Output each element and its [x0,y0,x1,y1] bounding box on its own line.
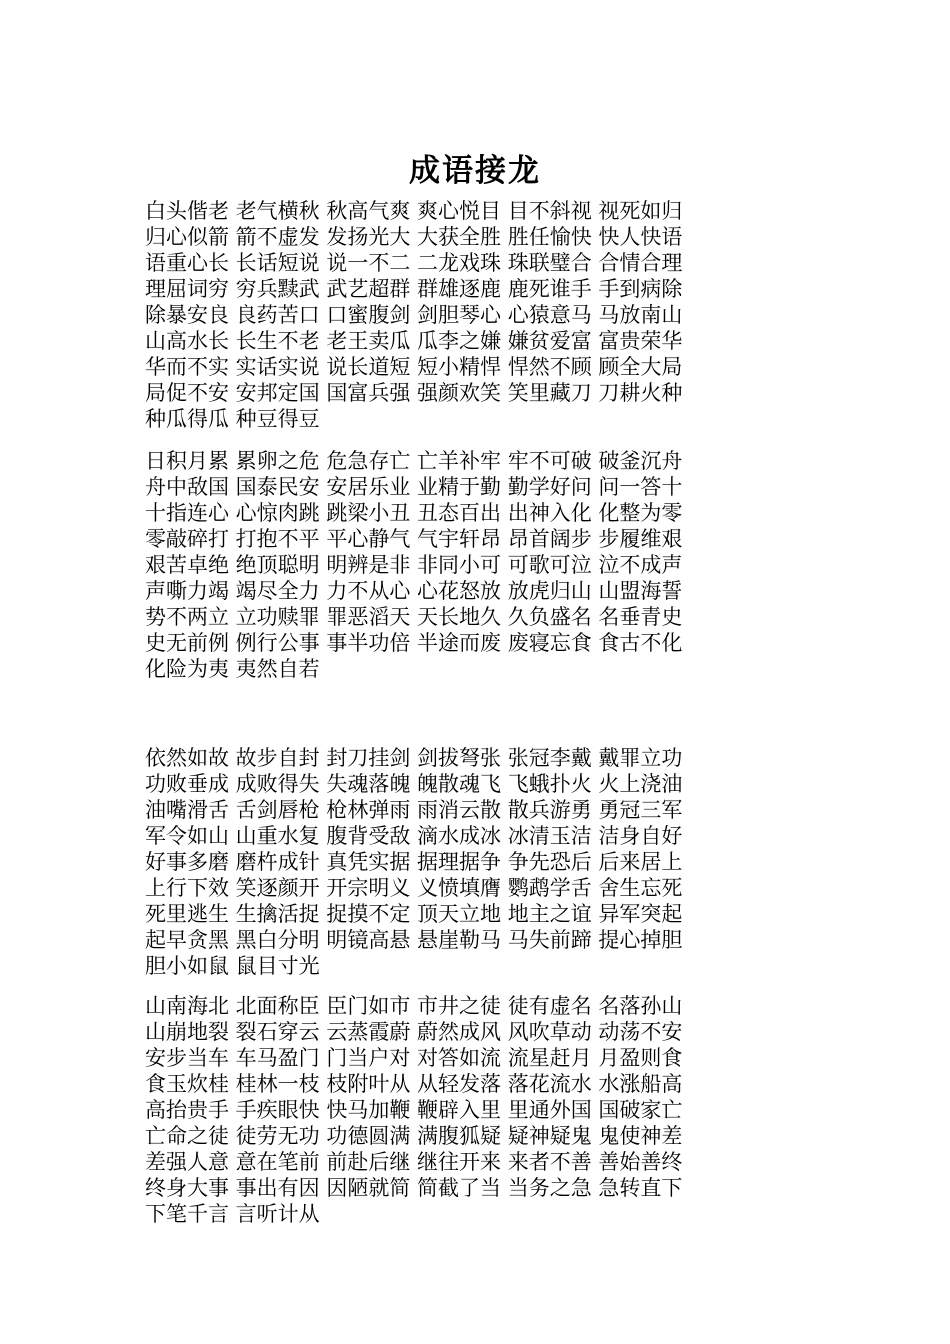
idiom-line: 依然如故 故步自封 封刀挂剑 剑拔弩张 张冠李戴 戴罪立功 [145,746,683,770]
idiom-line: 死里逃生 生擒活捉 捉摸不定 顶天立地 地主之谊 异军突起 [145,902,683,926]
idiom-line: 高抬贵手 手疾眼快 快马加鞭 鞭辟入里 里通外国 国破家亡 [145,1098,683,1122]
idiom-line: 零敲碎打 打抱不平 平心静气 气宇轩昂 昂首阔步 步履维艰 [145,527,683,551]
idiom-line: 军令如山 山重水复 腹背受敌 滴水成冰 冰清玉洁 洁身自好 [145,824,683,848]
page-title: 成语接龙 [409,152,541,189]
idiom-line: 语重心长 长话短说 说一不二 二龙戏珠 珠联璧合 合情合理 [145,251,683,275]
idiom-line: 局促不安 安邦定国 国富兵强 强颜欢笑 笑里藏刀 刀耕火种 [145,381,683,405]
idiom-line: 白头偕老 老气横秋 秋高气爽 爽心悦目 目不斜视 视死如归 [145,199,683,223]
idiom-line: 终身大事 事出有因 因陋就简 简截了当 当务之急 急转直下 [145,1176,683,1200]
idiom-line: 山高水长 长生不老 老王卖瓜 瓜李之嫌 嫌贫爱富 富贵荣华 [145,329,683,353]
idiom-line: 化险为夷 夷然自若 [145,657,320,681]
idiom-line: 十指连心 心惊肉跳 跳梁小丑 丑态百出 出神入化 化整为零 [145,501,683,525]
idiom-line: 油嘴滑舌 舌剑唇枪 枪林弹雨 雨消云散 散兵游勇 勇冠三军 [145,798,683,822]
idiom-paragraph-1 [145,198,725,432]
idiom-line: 差强人意 意在笔前 前赴后继 继往开来 来者不善 善始善终 [145,1150,683,1174]
idiom-paragraph-4 [145,993,725,1227]
idiom-line: 上行下效 笑逐颜开 开宗明义 义愤填膺 鹦鹉学舌 舍生忘死 [145,876,683,900]
idiom-line: 种瓜得瓜 种豆得豆 [145,407,320,431]
idiom-line: 除暴安良 良药苦口 口蜜腹剑 剑胆琴心 心猿意马 马放南山 [145,303,683,327]
idiom-line: 史无前例 例行公事 事半功倍 半途而废 废寝忘食 食古不化 [145,631,683,655]
idiom-line: 声嘶力竭 竭尽全力 力不从心 心花怒放 放虎归山 山盟海誓 [145,579,683,603]
idiom-line: 舟中敌国 国泰民安 安居乐业 业精于勤 勤学好问 问一答十 [145,475,683,499]
idiom-line: 胆小如鼠 鼠目寸光 [145,954,320,978]
idiom-line: 山南海北 北面称臣 臣门如市 市井之徒 徒有虚名 名落孙山 [145,994,683,1018]
idiom-line: 功败垂成 成败得失 失魂落魄 魄散魂飞 飞蛾扑火 火上浇油 [145,772,683,796]
idiom-line: 归心似箭 箭不虚发 发扬光大 大获全胜 胜任愉快 快人快语 [145,225,683,249]
idiom-line: 食玉炊桂 桂林一枝 枝附叶从 从轻发落 落花流水 水涨船高 [145,1072,683,1096]
idiom-paragraph-3 [145,745,725,979]
idiom-line: 华而不实 实话实说 说长道短 短小精悍 悍然不顾 顾全大局 [145,355,683,379]
idiom-line: 艰苦卓绝 绝顶聪明 明辨是非 非同小可 可歌可泣 泣不成声 [145,553,683,577]
idiom-line: 理屈词穷 穷兵黩武 武艺超群 群雄逐鹿 鹿死谁手 手到病除 [145,277,683,301]
idiom-paragraph-2 [145,448,725,682]
idiom-line: 日积月累 累卵之危 危急存亡 亡羊补牢 牢不可破 破釜沉舟 [145,449,683,473]
idiom-line: 势不两立 立功赎罪 罪恶滔天 天长地久 久负盛名 名垂青史 [145,605,683,629]
idiom-line: 起早贪黑 黑白分明 明镜高悬 悬崖勒马 马失前蹄 提心掉胆 [145,928,683,952]
idiom-line: 好事多磨 磨杵成针 真凭实据 据理据争 争先恐后 后来居上 [145,850,683,874]
idiom-line: 山崩地裂 裂石穿云 云蒸霞蔚 蔚然成风 风吹草动 动荡不安 [145,1020,683,1044]
idiom-line: 亡命之徒 徒劳无功 功德圆满 满腹狐疑 疑神疑鬼 鬼使神差 [145,1124,683,1148]
idiom-line: 下笔千言 言听计从 [145,1202,320,1226]
idiom-line: 安步当车 车马盈门 门当户对 对答如流 流星赶月 月盈则食 [145,1046,683,1070]
